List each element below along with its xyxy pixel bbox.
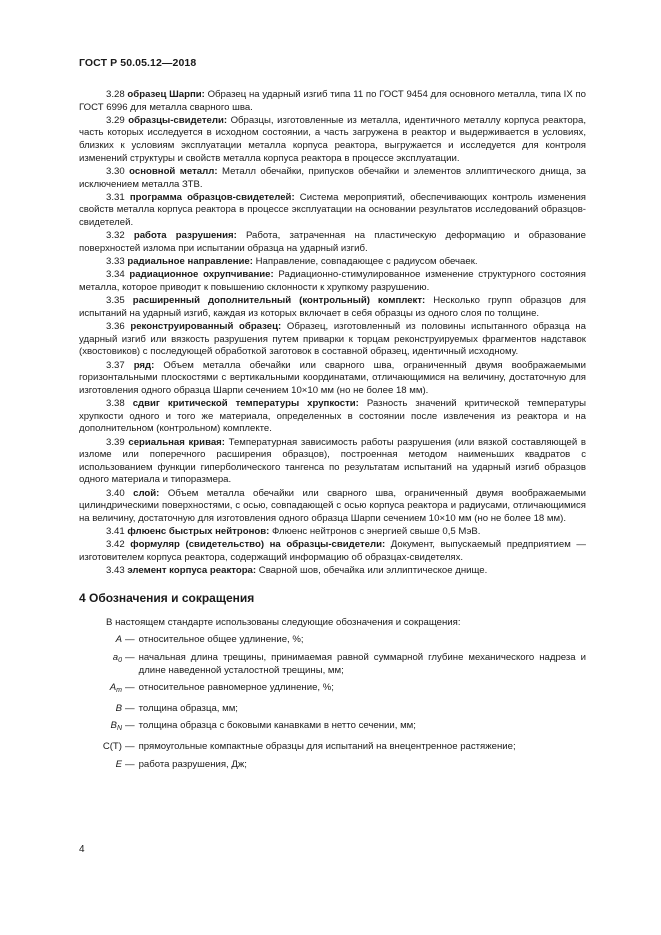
symbol [79, 759, 122, 772]
definition-paragraph [79, 437, 586, 487]
definition-text: Работа, затраченная на пластическую деформацию и образование поверхностей излома при испытании образца на ударный изгиб. [79, 230, 587, 254]
symbol-description: относительное общее удлинение, %; [138, 634, 304, 646]
term: образец Шарпи: [127, 89, 205, 100]
definition-text: Разность значений критической температуры хрупкости одного и того же материала, определенных в состоянии после извлечения из реактора и на дополнительном (контрольном) комплекте. [79, 398, 586, 435]
clause-number: 3.43 [106, 565, 125, 577]
symbol-letter: B [115, 702, 122, 714]
term: сдвиг критической температуры хрупкости: [132, 398, 359, 410]
symbol-item [79, 759, 586, 772]
term: программа образцов-свидетелей: [129, 191, 295, 203]
symbol-description: толщина образца, мм; [138, 702, 238, 714]
symbols-list [79, 634, 586, 771]
symbol-description: относительное равномерное удлинение, %; [138, 682, 334, 694]
clause-number: 3.39 [106, 436, 125, 448]
definition-text: Радиационно-стимулированное изменение структурного состояния металла, которое приводит к повышению склонности к хрупкому разрушению. [79, 269, 586, 294]
definition-paragraph [79, 321, 586, 359]
definition-text: Образец на ударный изгиб типа 11 по ГОСТ 9454 для основного металла, типа IX по ГОСТ 6996 для металла сварного шва. [79, 89, 586, 113]
symbol [79, 741, 122, 754]
term: элемент корпуса реактора: [127, 565, 257, 577]
term: радиационное охрупчивание: [129, 269, 274, 281]
clause-number: 3.40 [106, 487, 125, 499]
definition-paragraph [79, 89, 586, 114]
clause-number: 3.36 [106, 321, 125, 333]
symbol-subscript: 0 [118, 657, 122, 665]
symbol-subscript: N [116, 725, 122, 733]
symbol-description: работа разрушения, Дж; [138, 758, 247, 770]
symbol [79, 634, 122, 647]
term: формуляр (свидетельство) на образцы-свидетели: [130, 539, 386, 551]
page-number: 4 [79, 844, 85, 855]
definition-text: Образцы, изготовленные из металла, идентичного металлу корпуса реактора, часть которых исследуется в исходном состоянии, а часть загружена в реактор и выдерживается в условиях, близких к условиям эксплуатации металла корпуса реактора, выгружается и исследуется для контроля изменений структуры и свойств металла корпуса реактора в процессе эксплуатации. [79, 114, 587, 164]
symbol-letter: C(T) [102, 741, 122, 753]
definition-text: Несколько групп образцов для испытаний на ударный изгиб, каждая из которых включает в себя образцы из одного слоя по толщине. [79, 295, 586, 319]
em-dash: — [125, 634, 135, 646]
symbol-letter: E [115, 758, 122, 770]
symbol-letter: B [110, 720, 117, 732]
clause-number: 3.38 [106, 398, 125, 410]
definition-paragraph [79, 295, 586, 320]
symbol-item [79, 634, 586, 647]
term: ряд: [133, 359, 155, 371]
term: флюенс быстрых нейтронов: [127, 526, 270, 538]
clause-number: 3.41 [106, 526, 125, 538]
clause-number: 3.34 [106, 269, 125, 281]
term: сериальная кривая: [128, 436, 225, 448]
definition-paragraph [79, 565, 586, 578]
definition-paragraph [79, 192, 586, 230]
term: работа разрушения: [133, 230, 237, 242]
clause-number: 3.42 [106, 539, 125, 551]
definition-text: Документ, выпускаемый предприятием — изготовителем корпуса реактора, содержащий информацию об образцах-свидетелях. [79, 539, 586, 563]
term: расширенный дополнительный (контрольный) комплект: [132, 295, 426, 307]
clause-number: 3.32 [106, 230, 125, 242]
definition-paragraph [79, 166, 586, 191]
symbol-letter: A [115, 634, 122, 646]
definition-paragraph [79, 230, 586, 255]
symbol [79, 652, 122, 668]
symbol-description: толщина образца с боковыми канавками в нетто сечении, мм; [138, 720, 416, 732]
symbol [79, 682, 122, 698]
clause-number: 3.35 [106, 295, 125, 307]
clause-number: 3.30 [106, 165, 125, 177]
symbol-item [79, 703, 586, 716]
term: основной металл: [129, 165, 218, 177]
symbol-letter: a [112, 652, 119, 664]
definition-text: Металл обечайки, припусков обечайки и элементов эллиптического днища, за исключением металла ЗТВ. [79, 165, 586, 190]
definition-text: Образец, изготовленный из половины испытанного образца на ударный изгиб или вязкость разрушения путем приварки к торцам реконструируемых фрагментов надставок (хвостовиков) с последующей обработкой заготовок в составной образец, идентичный исходному. [79, 321, 586, 358]
term: радиальное направление: [127, 256, 253, 268]
clause-number: 3.37 [106, 359, 125, 371]
definition-text: Температурная зависимость работы разрушения (или вязкой составляющей в изломе или поперечного расширения образцов), построенная методом наименьших квадратов с использованием функции гиперболического тангенса по результатам испытаний на ударный изгиб образцов одного материала и типоразмера. [79, 436, 586, 486]
document-header: ГОСТ Р 50.05.12—2018 [79, 57, 197, 69]
definition-paragraph [79, 269, 586, 294]
symbol [79, 703, 122, 716]
symbol-item [79, 682, 586, 698]
symbol-item [79, 741, 586, 754]
definition-paragraph [79, 398, 586, 436]
definition-paragraph [79, 360, 586, 398]
em-dash: — [125, 682, 135, 694]
symbol-subscript: m [116, 687, 122, 695]
clause-number: 3.29 [106, 114, 125, 126]
em-dash: — [125, 758, 135, 770]
definition-text: Флюенс нейтронов с энергией свыше 0,5 МэВ. [272, 526, 481, 538]
definition-text: Объем металла обечайки или сварного шва, ограниченный двумя воображаемыми цилиндрическими поверхностями, с осью, совпадающей с осью корпуса реактора и радиусами, отличающимися на величину, достаточную для изготовления одного образца Шарпи сечением 10×10 мм (но не более 18 мм). [79, 487, 586, 524]
symbol-item [79, 720, 586, 736]
em-dash: — [125, 702, 135, 714]
definition-paragraph [79, 256, 586, 269]
symbol-description: прямоугольные компактные образцы для испытаний на внецентренное растяжение; [138, 741, 516, 753]
term: слой: [133, 487, 160, 499]
symbol-letter: A [109, 682, 117, 694]
term: реконструированный образец: [130, 321, 282, 333]
clause-number: 3.28 [106, 89, 125, 100]
clause-number: 3.33 [106, 256, 125, 268]
definitions-list [79, 89, 586, 578]
definition-text: Система мероприятий, обеспечивающих контроль изменения свойств металла корпуса реактора в процессе эксплуатации на основании результатов исследований образцов-свидетелей. [79, 191, 586, 228]
em-dash: — [125, 720, 135, 732]
definition-paragraph [79, 488, 586, 526]
section-title: 4 Обозначения и сокращения [79, 590, 255, 605]
definition-text: Сварной шов, обечайка или эллиптическое днище. [258, 565, 488, 577]
definition-text: Направление, совпадающее с радиусом обечаек. [255, 256, 478, 268]
em-dash: — [125, 741, 135, 753]
definition-paragraph [79, 526, 586, 539]
definition-text: Объем металла обечайки или сварного шва, ограниченный двумя воображаемыми горизонтальными плоскостями с вертикальными координатами, отличающимися на величину, достаточную для изготовления одного образца Шарпи сечением 10×10 мм (но не более 18 мм). [79, 359, 586, 396]
clause-number: 3.31 [106, 191, 125, 203]
definition-paragraph [79, 115, 586, 165]
term: образцы-свидетели: [128, 114, 228, 126]
symbol-item [79, 652, 586, 677]
em-dash: — [125, 652, 135, 664]
page-content [79, 89, 586, 776]
symbol-description: начальная длина трещины, принимаемая равной суммарной глубине механического надреза и длине наведенной усталостной трещины, мм; [138, 652, 586, 676]
symbol [79, 720, 122, 736]
definition-paragraph [79, 539, 586, 564]
section-intro: В настоящем стандарте использованы следующие обозначения и сокращения: [106, 616, 461, 628]
